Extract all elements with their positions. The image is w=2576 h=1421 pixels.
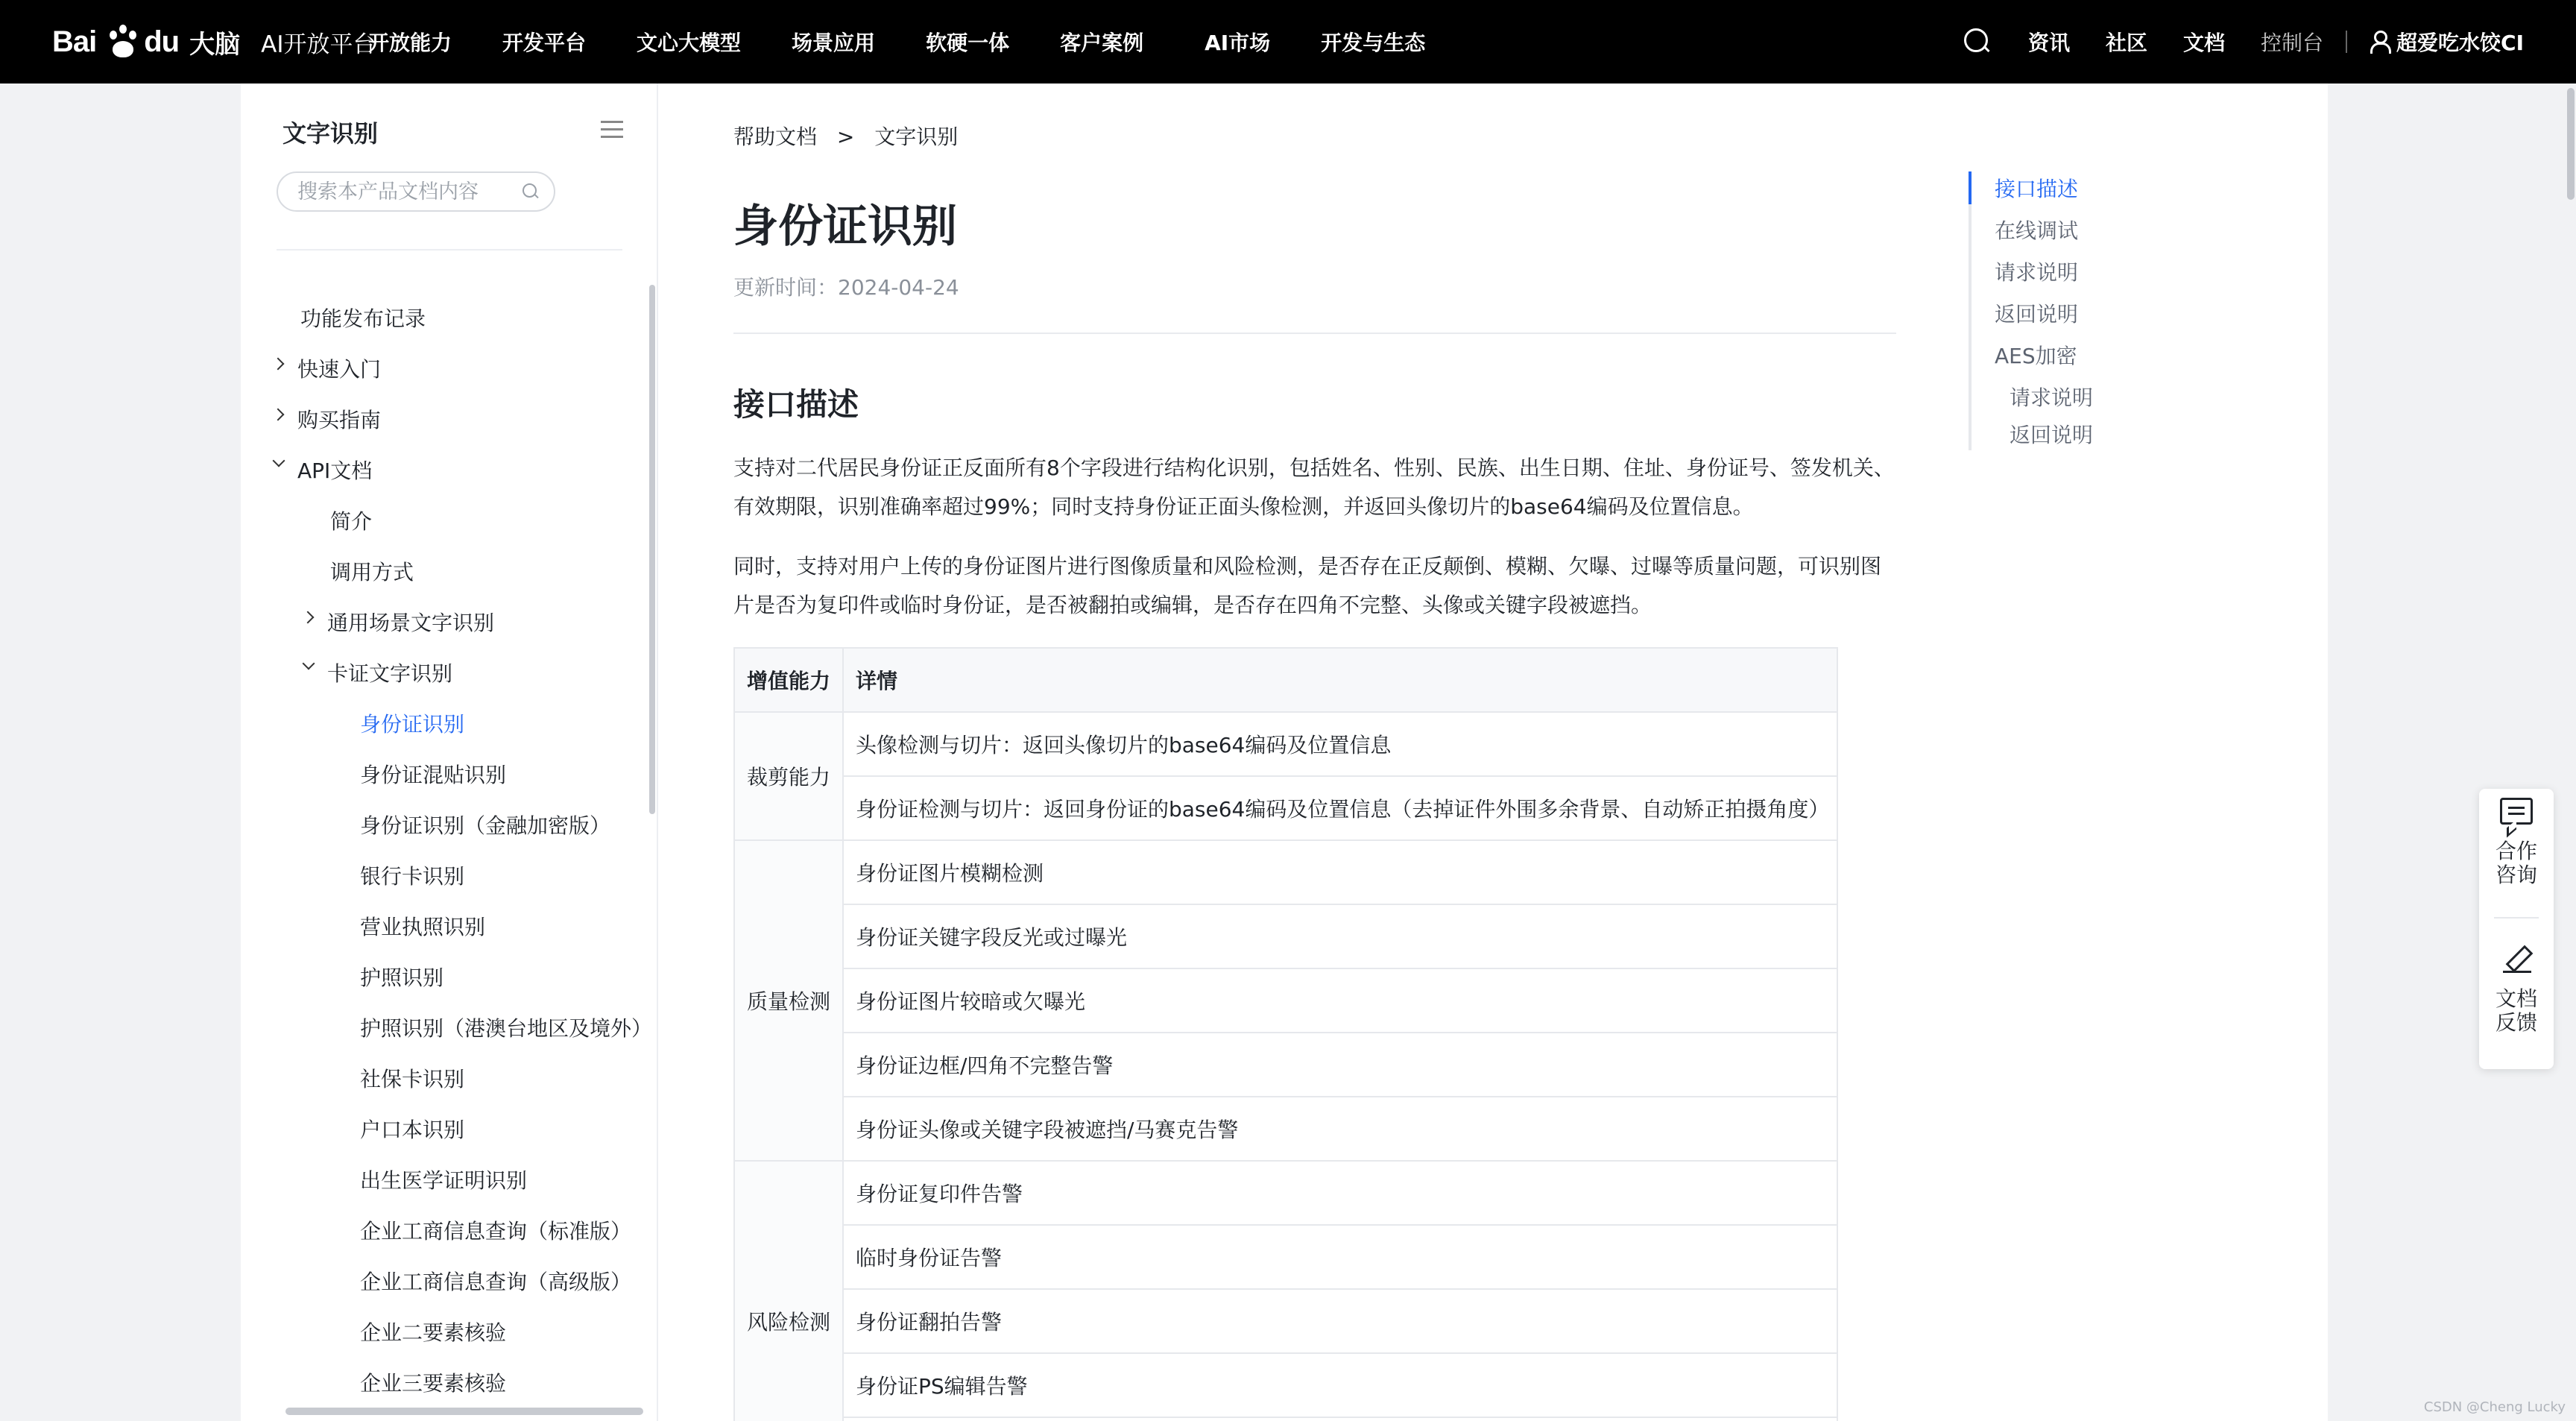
sidebar-search — [277, 171, 555, 212]
nav-console[interactable]: 控制台 — [2261, 31, 2324, 55]
nav-docs[interactable]: 文档 — [2183, 31, 2226, 55]
baidu-ai-logo[interactable] — [52, 0, 376, 84]
table-row — [734, 904, 1837, 968]
table-row — [734, 1097, 1837, 1161]
table-cell — [843, 1417, 1837, 1421]
sidebar-item-general-ocr[interactable]: 通用场景文字识别 — [327, 611, 495, 635]
consult-label: 合作咨询 — [2495, 839, 2537, 887]
table-cell: 身份证检测与切片：返回身份证的base64编码及位置信息（去掉证件外围多余背景、自动矫正拍摄角度） — [843, 776, 1837, 840]
table-header-detail: 详情 — [843, 648, 1837, 712]
table-category-risk: 风险检测 — [734, 1161, 843, 1421]
table-cell: 身份证PS编辑告警 — [843, 1353, 1837, 1417]
table-row — [734, 840, 1837, 904]
sidebar-item-biz-info-adv[interactable]: 企业工商信息查询（高级版） — [360, 1270, 632, 1294]
page-scrollbar[interactable] — [2566, 84, 2576, 1421]
main-nav — [368, 0, 1476, 84]
nav-ecosystem[interactable]: 开发与生态 — [1321, 31, 1426, 55]
chat-icon — [2500, 798, 2533, 825]
feedback-button[interactable] — [2479, 930, 2554, 1069]
table-category-quality: 质量检测 — [734, 840, 843, 1161]
nav-dev-platform[interactable]: 开发平台 — [502, 31, 587, 55]
sidebar-scrollbar-vertical[interactable] — [649, 285, 655, 814]
username: 超爱吃水饺CI — [2396, 31, 2524, 55]
edit-icon — [2503, 944, 2533, 974]
baidu-paw-icon — [107, 25, 141, 59]
page-title: 身份证识别 — [733, 201, 957, 253]
platform-name: AI开放平台 — [261, 31, 376, 58]
user-menu[interactable] — [2370, 27, 2524, 57]
sidebar-divider — [277, 249, 622, 251]
table-cell: 身份证复印件告警 — [843, 1161, 1837, 1225]
sidebar-item-purchase[interactable]: 购买指南 — [297, 408, 382, 432]
table-cell: 身份证关键字段反光或过曝光 — [843, 904, 1837, 968]
logo-dn: 大脑 — [189, 29, 241, 60]
page-scrollbar-thumb[interactable] — [2567, 88, 2575, 200]
nav-open-capability[interactable]: 开放能力 — [368, 31, 452, 55]
chevron-right-icon[interactable] — [272, 358, 285, 371]
sidebar-item-household[interactable]: 户口本识别 — [360, 1118, 465, 1142]
table-cell: 身份证图片较暗或欠曝光 — [843, 968, 1837, 1033]
table-row — [734, 1289, 1837, 1353]
toc-item-request[interactable]: 请求说明 — [1995, 260, 2079, 285]
nav-news[interactable]: 资讯 — [2027, 31, 2070, 55]
sidebar-item-invoke[interactable]: 调用方式 — [330, 560, 414, 585]
sidebar-title: 文字识别 — [282, 119, 379, 148]
table-row — [734, 968, 1837, 1033]
nav-community[interactable]: 社区 — [2105, 31, 2147, 55]
sidebar-item-release-notes[interactable]: 功能发布记录 — [300, 306, 426, 331]
sidebar-item-intro[interactable]: 简介 — [330, 509, 373, 534]
updated-time: 更新时间：2024-04-24 — [733, 275, 959, 300]
nav-cases[interactable]: 客户案例 — [1060, 31, 1144, 55]
table-row — [734, 1033, 1837, 1097]
float-divider — [2494, 917, 2539, 919]
nav-scenarios[interactable]: 场景应用 — [792, 31, 876, 55]
breadcrumb-help-docs[interactable]: 帮助文档 — [733, 125, 818, 149]
sidebar-item-biz-info-std[interactable]: 企业工商信息查询（标准版） — [360, 1219, 632, 1244]
sidebar-item-bankcard[interactable]: 银行卡识别 — [360, 864, 465, 889]
sidebar-item-idcard-finance[interactable]: 身份证识别（金融加密版） — [360, 813, 611, 838]
section-title: 接口描述 — [733, 386, 859, 423]
table-row — [734, 1161, 1837, 1225]
breadcrumb-separator: > — [836, 125, 855, 149]
feedback-label: 文档反馈 — [2495, 986, 2537, 1035]
sidebar-item-idcard[interactable]: 身份证识别 — [360, 712, 465, 737]
table-row — [734, 776, 1837, 840]
doc-sidebar — [241, 84, 658, 1421]
user-icon — [2370, 31, 2389, 53]
sidebar-item-passport[interactable]: 护照识别 — [360, 965, 444, 990]
sidebar-search-input[interactable] — [297, 173, 521, 210]
table-cell: 身份证翻拍告警 — [843, 1289, 1837, 1353]
sidebar-item-idcard-mixed[interactable]: 身份证混贴识别 — [360, 763, 507, 787]
breadcrumb-ocr[interactable]: 文字识别 — [874, 125, 959, 149]
toc-track — [1969, 171, 1972, 450]
logo-du: du — [144, 25, 180, 58]
table-header-row — [734, 648, 1837, 712]
toc-item-aes-request[interactable]: 请求说明 — [2010, 385, 2094, 410]
nav-wenxin[interactable]: 文心大模型 — [637, 31, 742, 55]
toc-item-aes-response[interactable]: 返回说明 — [2010, 423, 2094, 447]
search-icon[interactable] — [1963, 27, 1992, 57]
title-divider — [733, 333, 1896, 334]
table-cell: 身份证头像或关键字段被遮挡/马赛克告警 — [843, 1097, 1837, 1161]
table-category-crop: 裁剪能力 — [734, 712, 843, 840]
top-navbar — [0, 0, 2576, 84]
toc-item-interface[interactable]: 接口描述 — [1995, 177, 2079, 201]
sidebar-item-business-license[interactable]: 营业执照识别 — [360, 915, 486, 939]
sidebar-item-biz-2factor[interactable]: 企业二要素核验 — [360, 1320, 507, 1345]
chevron-right-icon[interactable] — [302, 611, 315, 624]
description-paragraph-2: 同时，支持对用户上传的身份证图片进行图像质量和风险检测，是否存在正反颠倒、模糊、欠曝、过曝等质量问题，可识别图片是否为复印件或临时身份证，是否被翻拍或编辑，是否存在四角不完整、头像或关键字段被遮挡。 — [733, 554, 1882, 617]
table-row — [734, 712, 1837, 776]
toc-item-online-debug[interactable]: 在线调试 — [1995, 218, 2079, 243]
table-cell: 头像检测与切片：返回头像切片的base64编码及位置信息 — [843, 712, 1837, 776]
sidebar-scrollbar-horizontal[interactable] — [285, 1408, 643, 1415]
sidebar-item-card-ocr[interactable]: 卡证文字识别 — [327, 661, 453, 686]
table-row — [734, 1417, 1837, 1421]
sidebar-item-biz-3factor[interactable]: 企业三要素核验 — [360, 1371, 507, 1396]
nav-ai-market[interactable]: AI市场 — [1205, 31, 1271, 55]
sidebar-item-birth-cert[interactable]: 出生医学证明识别 — [360, 1168, 528, 1193]
sidebar-item-social-card[interactable]: 社保卡识别 — [360, 1067, 465, 1091]
toc-item-aes[interactable]: AES加密 — [1995, 344, 2077, 368]
toc-item-response[interactable]: 返回说明 — [1995, 302, 2079, 327]
table-header-capability: 增值能力 — [734, 648, 843, 712]
description-paragraph-1: 支持对二代居民身份证正反面所有8个字段进行结构化识别，包括姓名、性别、民族、出生日期、住址、身份证号、签发机关、有效期限，识别准确率超过99%；同时支持身份证正面头像检测，并返回头像切片的base64编码及位置信息。 — [733, 456, 1895, 519]
table-cell: 临时身份证告警 — [843, 1225, 1837, 1289]
sidebar-item-quickstart[interactable]: 快速入门 — [297, 357, 382, 382]
table-cell: 身份证图片模糊检测 — [843, 840, 1837, 904]
breadcrumb — [733, 121, 971, 151]
watermark: CSDN @Cheng Lucky — [2423, 1399, 2566, 1415]
search-icon[interactable] — [523, 183, 539, 200]
nav-right — [1963, 0, 2524, 84]
table-row — [734, 1225, 1837, 1289]
floating-toolbar — [2479, 789, 2554, 1069]
feature-table — [733, 647, 1838, 1421]
sidebar-item-passport-hkmt[interactable]: 护照识别（港澳台地区及境外） — [360, 1016, 653, 1041]
menu-icon[interactable] — [601, 121, 623, 139]
chevron-down-icon[interactable] — [303, 658, 315, 670]
table-cell: 身份证边框/四角不完整告警 — [843, 1033, 1837, 1097]
chevron-right-icon[interactable] — [272, 409, 285, 421]
nav-hardware[interactable]: 软硬一体 — [926, 31, 1010, 55]
toc-indicator — [1969, 171, 1972, 204]
chevron-down-icon[interactable] — [273, 455, 285, 467]
table-row — [734, 1353, 1837, 1417]
sidebar-item-api-docs[interactable]: API文档 — [297, 459, 373, 483]
consult-button[interactable] — [2479, 789, 2554, 927]
nav-divider — [2346, 31, 2347, 53]
logo-bai: Bai — [52, 25, 97, 58]
